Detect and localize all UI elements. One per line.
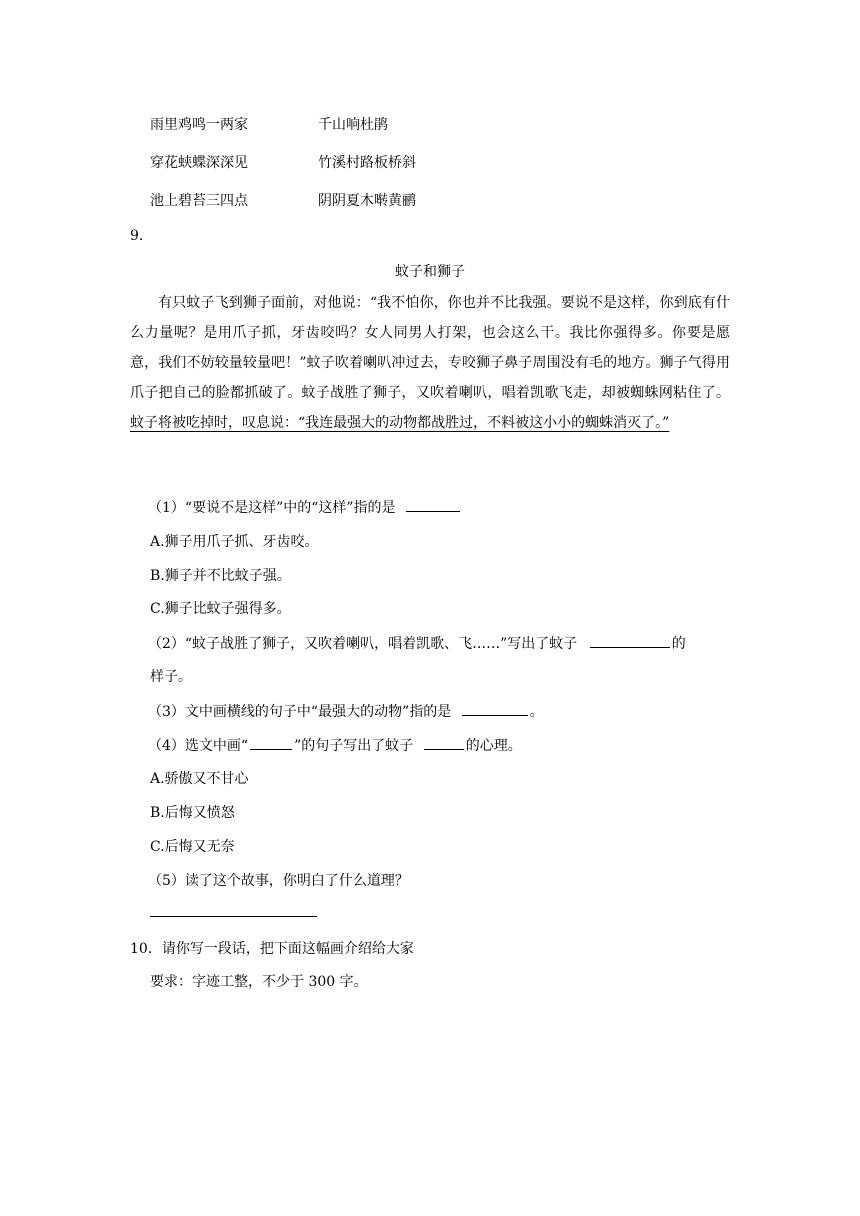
poem-left: 雨里鸡鸣一两家	[150, 117, 248, 133]
poem-right: 千山响杜鹃	[318, 117, 388, 133]
answer-blank[interactable]	[590, 633, 670, 648]
option-c: C.后悔又无奈	[150, 839, 235, 855]
poem-left: 穿花蛱蝶深深见	[150, 155, 248, 171]
option-b: B.后悔又愤怒	[150, 805, 235, 821]
poem-right: 阴阴夏木啭黄鹂	[318, 193, 416, 209]
option-a: A.骄傲又不甘心	[150, 771, 249, 787]
answer-blank[interactable]	[250, 735, 292, 750]
sub-question-4-middle: ”的句子写出了蚊子	[294, 738, 414, 754]
sub-question-4-tail: 的心理。	[465, 738, 522, 754]
sub-question-2-continued: 样子。	[150, 669, 192, 685]
sub-question-3-tail: 。	[529, 704, 544, 720]
story-text: 有只蚊子飞到狮子面前，对他说：“我不怕你，你也并不比我强。要说不是这样，你到底有什么力量呢？是用爪子抓，牙齿咬吗？女人同男人打架，也会这么干。我比你强得多。你要是愿意，我们不妨较量较量吧！”蚊子吹着喇叭冲过去，专咬狮子鼻子周围没有毛的地方。狮子气得用爪子把自己的脸都抓破了。蚊子战胜了狮子，又吹着喇叭，唱着凯歌飞走，却被蜘蛛网粘住了。	[130, 295, 730, 401]
question-10-requirement: 要求：字迹工整，不少于 300 字。	[150, 974, 368, 990]
sub-question-5: （5）读了这个故事，你明白了什么道理？	[148, 873, 409, 889]
sub-question-1-text: （1）“要说不是这样”中的“这样”指的是	[148, 500, 396, 516]
underlined-sentence: 蚊子将被吃掉时，叹息说：“我连最强大的动物都战胜过，不料被这小小的蜘蛛消灭了。”	[130, 415, 670, 431]
sub-question-4-text: （4）选文中画“	[148, 738, 249, 754]
poem-left: 池上碧苔三四点	[150, 193, 248, 209]
sub-question-2	[148, 633, 686, 653]
answer-line[interactable]	[150, 916, 317, 917]
answer-blank[interactable]	[462, 701, 528, 716]
sub-question-3	[148, 701, 544, 721]
option-b: B.狮子并不比蚊子强。	[150, 568, 291, 584]
sub-question-4	[148, 735, 522, 755]
question-number: 9.	[130, 228, 144, 244]
answer-blank[interactable]	[424, 735, 464, 750]
option-a: A.狮子用爪子抓、牙齿咬。	[150, 534, 319, 550]
question-10-prompt: 10．请你写一段话，把下面这幅画介绍给大家	[130, 941, 414, 957]
sub-question-2-text: （2）“蚊子战胜了狮子，又吹着喇叭，唱着凯歌、飞……”写出了蚊子	[148, 636, 578, 652]
sub-question-2-tail: 的	[671, 636, 686, 652]
answer-blank[interactable]	[406, 497, 460, 512]
option-c: C.狮子比蚊子强得多。	[150, 601, 291, 617]
sub-question-1	[148, 497, 462, 517]
sub-question-3-text: （3）文中画横线的句子中“最强大的动物”指的是	[148, 704, 452, 720]
story-paragraph	[130, 288, 730, 438]
story-title: 蚊子和狮子	[395, 264, 465, 280]
poem-right: 竹溪村路板桥斜	[318, 155, 416, 171]
